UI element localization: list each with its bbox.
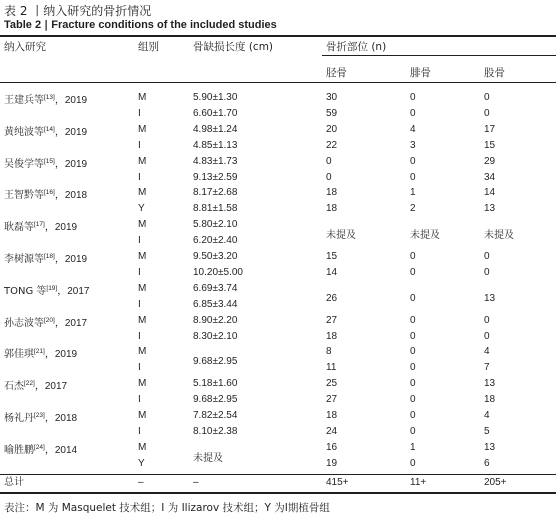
cell-fibula: 0 [410,330,416,342]
cell-fibula: 1 [410,187,416,199]
cell-tibia: 59 [326,107,338,119]
header-rule [0,82,556,83]
cell-defect: 8.17±2.68 [193,187,238,199]
header-fibula: 腓骨 [410,67,431,79]
study-author: 孙志波等 [4,317,44,329]
cell-femur: 0 [484,92,490,103]
cell-group: I [138,330,141,342]
total-group: – [138,477,144,488]
cell-defect: 8.90±2.20 [193,314,238,326]
study-ref: [20] [44,316,55,324]
cell-defect: 4.83±1.73 [193,155,238,167]
header-tibia: 胫骨 [326,67,347,79]
cell-fibula: 0 [410,155,416,167]
cell-defect: 4.85±1.13 [193,139,238,151]
cell-defect: 9.68±2.95 [193,394,238,406]
study-year: 2019 [64,158,88,170]
study-separator: ， [54,95,65,106]
cell-femur: 15 [484,139,496,151]
study-name [4,250,87,267]
cell-fibula: 3 [410,139,416,151]
study-name [4,282,89,299]
cell-tibia: 22 [326,139,338,151]
table-caption: Fracture conditions of the included studies [48,19,277,31]
study-year: 2019 [64,126,88,138]
cell-fibula: 0 [410,314,416,326]
cell-group: I [138,266,141,278]
cell-defect: 6.69±3.74 [193,282,238,294]
title-separator: | [44,18,49,31]
merged-tibia-gengl: 未提及 [326,230,356,241]
study-ref: [19] [46,284,58,292]
cell-group: I [138,394,141,406]
cell-fibula: 0 [410,251,416,262]
study-author: 石杰 [4,381,24,393]
cell-defect: 5.80±2.10 [193,219,238,231]
cell-group: I [138,425,141,437]
cell-tibia: 16 [326,441,338,453]
cell-group: M [138,92,147,103]
cell-tibia: 0 [326,171,332,183]
cell-group: M [138,187,147,199]
merged-fibula-gengl: 未提及 [410,230,440,241]
study-year: 2019 [64,254,88,265]
cell-femur: 13 [484,441,496,453]
cell-fibula: 0 [410,378,416,390]
cell-tibia: 8 [326,346,332,358]
cell-group: M [138,251,147,262]
cell-femur: 7 [484,362,490,374]
table-label: Table 2 [4,19,45,31]
cell-group: M [138,123,147,135]
study-year: 2018 [54,413,78,424]
cell-group: M [138,346,147,358]
cell-femur: 0 [484,330,490,342]
total-label: 总计 [4,477,24,488]
study-year: 2018 [64,190,88,202]
merged-fibula-tong: 0 [410,293,416,304]
cell-group: M [138,378,147,390]
study-separator: ， [34,381,45,393]
bottom-rule [0,492,556,494]
cell-tibia: 27 [326,394,338,406]
cell-defect: 4.98±1.24 [193,123,238,135]
study-year: 2017 [64,317,88,329]
cell-tibia: 18 [326,330,338,342]
cell-fibula: 0 [410,107,416,119]
study-ref: [21] [34,348,45,356]
study-name [4,377,67,394]
total-femur: 205+ [484,477,507,488]
cell-femur: 4 [484,346,490,358]
study-year: 2019 [54,222,78,234]
study-year: 2014 [54,444,78,456]
merged-femur-gengl: 未提及 [484,230,514,241]
cell-defect: 9.50±3.20 [193,251,238,262]
cell-femur: 13 [484,203,496,215]
cell-group: M [138,441,147,453]
study-separator: ， [54,158,65,170]
cell-femur: 18 [484,394,496,406]
cell-defect: 8.81±1.58 [193,203,238,215]
site-header-underline [322,55,556,56]
cell-group: Y [138,457,145,469]
study-ref: [13] [44,94,55,101]
cell-defect: 10.20±5.00 [193,266,243,278]
study-author: 王智黔等 [4,190,44,202]
cell-tibia: 19 [326,457,338,469]
cell-tibia: 20 [326,123,338,135]
study-name [4,155,87,172]
cell-fibula: 0 [410,457,416,469]
cell-defect: 6.20±2.40 [193,235,238,247]
study-name [4,441,77,458]
study-name [4,409,77,426]
cell-fibula: 0 [410,425,416,437]
merged-defect-guo: 9.68±2.95 [193,356,238,367]
header-defect-length: 骨缺损长度 (cm) [193,41,274,53]
cell-tibia: 24 [326,425,338,437]
cell-fibula: 0 [410,92,416,103]
study-year: 2017 [67,285,90,297]
study-ref: [16] [44,189,55,197]
cell-group: M [138,314,147,326]
cell-group: I [138,107,141,119]
cell-defect: 8.10±2.38 [193,425,238,437]
cell-tibia: 25 [326,378,338,390]
cell-group: I [138,235,141,247]
study-ref: [15] [44,157,55,165]
cell-defect: 5.18±1.60 [193,378,238,390]
study-separator: ， [54,190,65,202]
study-ref: [17] [34,221,45,229]
cell-group: M [138,219,147,231]
cell-femur: 0 [484,314,490,326]
cell-tibia: 18 [326,410,338,421]
cell-femur: 29 [484,155,496,167]
header-group: 组别 [138,41,159,53]
cell-fibula: 1 [410,441,416,453]
study-name [4,314,87,331]
header-femur: 股骨 [484,67,505,79]
study-ref: [18] [44,253,55,260]
study-separator: ， [44,444,55,456]
cell-group: I [138,171,141,183]
total-fibula: 11+ [410,477,427,488]
cell-fibula: 0 [410,171,416,183]
cell-group: Y [138,203,145,215]
cell-fibula: 0 [410,346,416,358]
study-year: 2019 [64,95,88,106]
cell-femur: 4 [484,410,490,421]
total-rule [0,474,556,475]
cell-group: M [138,410,147,421]
merged-defect-yu: 未提及 [193,453,223,464]
study-author: 李树源等 [4,254,44,265]
study-separator: ， [44,222,55,234]
study-separator: ， [54,317,65,329]
cell-defect: 8.30±2.10 [193,330,238,342]
study-name [4,123,87,140]
cell-group: I [138,139,141,151]
cell-defect: 5.90±1.30 [193,92,238,103]
study-author: 耿磊等 [4,222,34,234]
cell-femur: 14 [484,187,496,199]
cell-defect: 6.85±3.44 [193,298,238,310]
header-fracture-site: 骨折部位 (n) [326,41,387,53]
cell-fibula: 0 [410,362,416,374]
merged-femur-tong: 13 [484,293,496,304]
cell-femur: 0 [484,251,490,262]
cell-femur: 13 [484,378,496,390]
cell-fibula: 0 [410,410,416,421]
cell-defect: 6.60±1.70 [193,107,238,119]
study-ref: [24] [34,443,45,451]
study-separator: ， [54,126,65,138]
study-name [4,91,87,108]
study-separator: ， [54,254,65,265]
table-title-en [4,18,277,32]
cell-femur: 34 [484,171,496,183]
study-ref: [23] [34,412,45,419]
merged-tibia-tong: 26 [326,293,338,304]
study-separator: ， [44,349,55,361]
header-study: 纳入研究 [4,41,46,53]
total-tibia: 415+ [326,477,349,488]
cell-defect: 9.13±2.59 [193,171,238,183]
study-author: 杨礼丹 [4,413,34,424]
study-separator: ， [57,285,68,297]
study-ref: [14] [44,125,55,133]
total-defect: – [193,477,199,488]
cell-group: M [138,155,147,167]
table-footnote: 表注：M 为 Masquelet 技术组；I 为 Ilizarov 技术组；Y 为Ⅰ期植骨组 [4,502,330,514]
study-year: 2019 [54,349,78,361]
study-ref: [22] [24,380,35,388]
cell-fibula: 4 [410,123,416,135]
table-title-cn: 表 2 丨纳入研究的骨折情况 [4,4,152,18]
cell-femur: 6 [484,457,490,469]
cell-group: I [138,298,141,310]
cell-defect: 7.82±2.54 [193,410,238,421]
study-author: 喻胜鹏 [4,444,34,456]
study-separator: ， [44,413,55,424]
study-name [4,186,87,203]
cell-tibia: 14 [326,266,338,278]
study-name [4,218,77,235]
cell-fibula: 2 [410,203,416,215]
study-year: 2017 [44,381,68,393]
cell-femur: 0 [484,266,490,278]
cell-tibia: 11 [326,362,337,374]
cell-fibula: 0 [410,266,416,278]
cell-tibia: 27 [326,314,338,326]
study-author: 黄纯波等 [4,126,44,138]
study-author: TONG 等 [4,285,47,297]
study-author: 郭佳琪 [4,349,34,361]
cell-tibia: 18 [326,187,338,199]
cell-femur: 5 [484,425,490,437]
study-name [4,345,77,362]
cell-tibia: 0 [326,155,332,167]
cell-tibia: 15 [326,251,338,262]
top-rule [0,35,556,37]
cell-tibia: 30 [326,92,338,103]
cell-femur: 0 [484,107,490,119]
cell-tibia: 18 [326,203,338,215]
cell-fibula: 0 [410,394,416,406]
cell-group: I [138,362,141,374]
study-author: 吴俊学等 [4,158,44,170]
study-author: 王建兵等 [4,95,44,106]
cell-femur: 17 [484,123,496,135]
cell-group: M [138,282,147,294]
